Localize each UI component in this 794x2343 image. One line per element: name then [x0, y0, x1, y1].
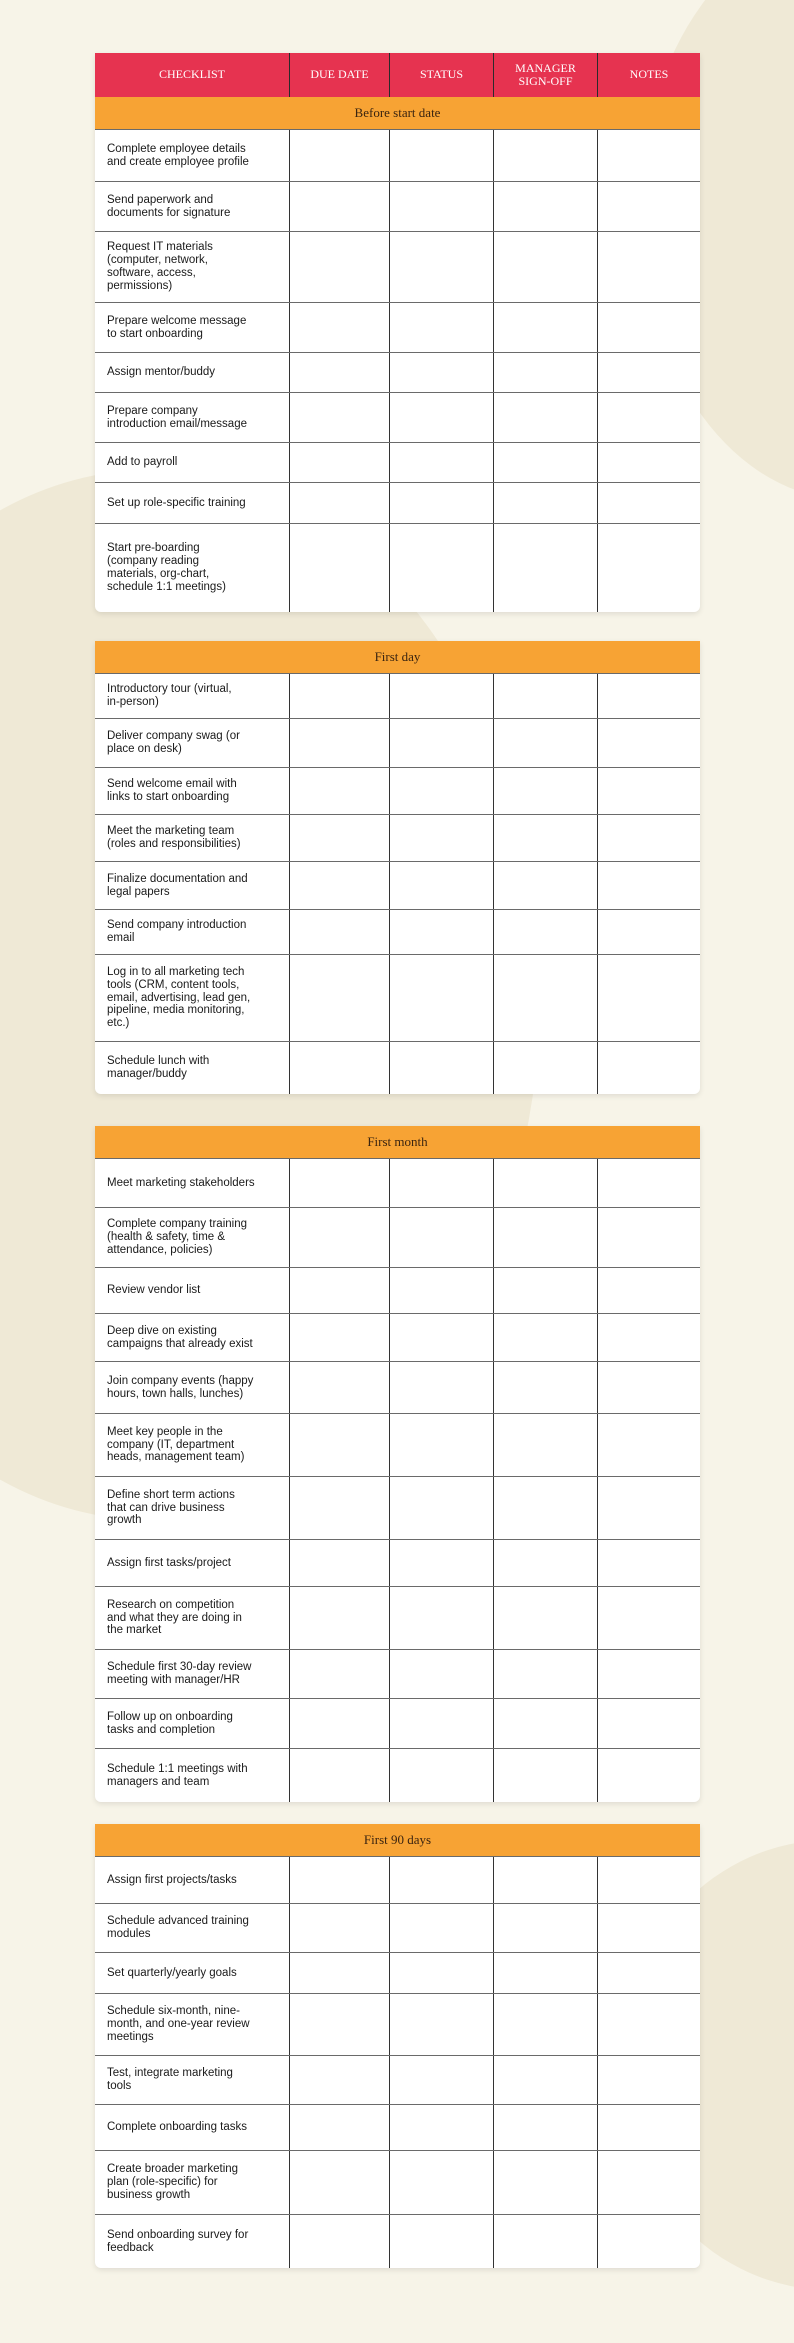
status-cell[interactable]	[389, 1699, 493, 1748]
manager-signoff-cell[interactable]	[493, 815, 597, 861]
manager-signoff-cell[interactable]	[493, 1268, 597, 1313]
notes-cell[interactable]	[597, 130, 700, 181]
manager-signoff-cell[interactable]	[493, 1699, 597, 1748]
due-date-cell[interactable]	[289, 1953, 389, 1993]
task-label: Schedule first 30-day review meeting with manager/HR	[107, 1661, 252, 1686]
table-row	[95, 1041, 700, 1094]
notes-cell[interactable]	[597, 1414, 700, 1476]
manager-signoff-cell[interactable]	[493, 483, 597, 523]
manager-signoff-cell[interactable]	[493, 955, 597, 1041]
due-date-cell[interactable]	[289, 2215, 389, 2268]
notes-cell[interactable]	[597, 1587, 700, 1649]
notes-cell[interactable]	[597, 1857, 700, 1903]
due-date-cell[interactable]	[289, 1477, 389, 1539]
due-date-cell[interactable]	[289, 674, 389, 718]
column-header: DUE DATE	[289, 53, 389, 97]
section-title: First month	[95, 1126, 700, 1158]
manager-signoff-cell[interactable]	[493, 303, 597, 352]
status-cell[interactable]	[389, 130, 493, 181]
table-row	[95, 1476, 700, 1539]
manager-signoff-cell[interactable]	[493, 862, 597, 909]
manager-signoff-cell[interactable]	[493, 2056, 597, 2104]
table-row	[95, 442, 700, 482]
status-cell[interactable]	[389, 1477, 493, 1539]
due-date-cell[interactable]	[289, 1362, 389, 1413]
due-date-cell[interactable]	[289, 1587, 389, 1649]
status-cell[interactable]	[389, 182, 493, 231]
table-row	[95, 718, 700, 767]
notes-cell[interactable]	[597, 1208, 700, 1267]
task-label: Set up role-specific training	[107, 496, 246, 509]
due-date-cell[interactable]	[289, 910, 389, 954]
task-label: Research on competition and what they are doing in the market	[107, 1598, 242, 1637]
task-label: Meet marketing stakeholders	[107, 1176, 255, 1189]
notes-cell[interactable]	[597, 719, 700, 767]
status-cell[interactable]	[389, 443, 493, 482]
due-date-cell[interactable]	[289, 955, 389, 1041]
notes-cell[interactable]	[597, 674, 700, 718]
status-cell[interactable]	[389, 1587, 493, 1649]
due-date-cell[interactable]	[289, 443, 389, 482]
manager-signoff-cell[interactable]	[493, 1208, 597, 1267]
notes-cell[interactable]	[597, 1362, 700, 1413]
task-label: Schedule lunch with manager/buddy	[107, 1055, 210, 1080]
task-label: Introductory tour (virtual, in-person)	[107, 683, 232, 708]
due-date-cell[interactable]	[289, 1540, 389, 1586]
notes-cell[interactable]	[597, 1477, 700, 1539]
status-cell[interactable]	[389, 1208, 493, 1267]
table-row	[95, 767, 700, 814]
notes-cell[interactable]	[597, 2056, 700, 2104]
due-date-cell[interactable]	[289, 1042, 389, 1094]
status-cell[interactable]	[389, 674, 493, 718]
due-date-cell[interactable]	[289, 1159, 389, 1207]
table-row	[95, 954, 700, 1041]
due-date-cell[interactable]	[289, 719, 389, 767]
table-row	[95, 2150, 700, 2214]
status-cell[interactable]	[389, 1953, 493, 1993]
status-cell[interactable]	[389, 1650, 493, 1698]
due-date-cell[interactable]	[289, 1749, 389, 1802]
due-date-cell[interactable]	[289, 815, 389, 861]
task-label: Log in to all marketing tech tools (CRM, content tools, email, advertising, lead gen, pipeline, media monitoring, etc.)	[107, 965, 251, 1030]
table-row	[95, 1748, 700, 1802]
due-date-cell[interactable]	[289, 768, 389, 814]
table-row	[95, 181, 700, 231]
manager-signoff-cell[interactable]	[493, 1414, 597, 1476]
task-label: Request IT materials (computer, network, software, access, permissions)	[107, 241, 213, 292]
due-date-cell[interactable]	[289, 1904, 389, 1952]
notes-cell[interactable]	[597, 524, 700, 612]
status-cell[interactable]	[389, 1042, 493, 1094]
table-row	[95, 1413, 700, 1476]
status-cell[interactable]	[389, 353, 493, 392]
table-row	[95, 1698, 700, 1748]
status-cell[interactable]	[389, 2056, 493, 2104]
notes-cell[interactable]	[597, 443, 700, 482]
manager-signoff-cell[interactable]	[493, 130, 597, 181]
manager-signoff-cell[interactable]	[493, 1953, 597, 1993]
manager-signoff-cell[interactable]	[493, 443, 597, 482]
due-date-cell[interactable]	[289, 862, 389, 909]
manager-signoff-cell[interactable]	[493, 1749, 597, 1802]
section-title: Before start date	[95, 97, 700, 129]
status-cell[interactable]	[389, 2151, 493, 2214]
manager-signoff-cell[interactable]	[493, 910, 597, 954]
manager-signoff-cell[interactable]	[493, 719, 597, 767]
manager-signoff-cell[interactable]	[493, 182, 597, 231]
status-cell[interactable]	[389, 483, 493, 523]
task-label: Follow up on onboarding tasks and completion	[107, 1710, 233, 1736]
notes-cell[interactable]	[597, 1042, 700, 1094]
notes-cell[interactable]	[597, 1650, 700, 1698]
status-cell[interactable]	[389, 1414, 493, 1476]
status-cell[interactable]	[389, 815, 493, 861]
task-label: Meet key people in the company (IT, department heads, management team)	[107, 1425, 245, 1464]
task-label: Start pre-boarding (company reading materials, org-chart, schedule 1:1 meetings)	[107, 542, 226, 593]
task-label: Create broader marketing plan (role-specific) for business growth	[107, 2163, 239, 2201]
column-header: CHECKLIST	[159, 67, 225, 82]
notes-cell[interactable]	[597, 910, 700, 954]
task-label: Send company introduction email	[107, 919, 247, 944]
manager-signoff-cell[interactable]	[493, 524, 597, 612]
status-cell[interactable]	[389, 1159, 493, 1207]
manager-signoff-cell[interactable]	[493, 1159, 597, 1207]
manager-signoff-cell[interactable]	[493, 1650, 597, 1698]
table-row	[95, 1361, 700, 1413]
notes-cell[interactable]	[597, 1994, 700, 2055]
due-date-cell[interactable]	[289, 303, 389, 352]
status-cell[interactable]	[389, 2215, 493, 2268]
notes-cell[interactable]	[597, 2151, 700, 2214]
manager-signoff-cell[interactable]	[493, 1042, 597, 1094]
task-label: Prepare welcome message to start onboarding	[107, 314, 247, 340]
task-label: Test, integrate marketing tools	[107, 2067, 233, 2092]
checklist-table	[95, 1824, 700, 2268]
status-cell[interactable]	[389, 1994, 493, 2055]
status-cell[interactable]	[389, 232, 493, 302]
status-cell[interactable]	[389, 719, 493, 767]
notes-cell[interactable]	[597, 182, 700, 231]
due-date-cell[interactable]	[289, 2105, 389, 2150]
section-title: First 90 days	[95, 1824, 700, 1856]
due-date-cell[interactable]	[289, 1994, 389, 2055]
status-cell[interactable]	[389, 2105, 493, 2150]
table-row	[95, 352, 700, 392]
section-title: First day	[95, 641, 700, 673]
notes-cell[interactable]	[597, 1159, 700, 1207]
task-label: Assign first tasks/project	[107, 1556, 231, 1569]
task-label: Schedule advanced training modules	[107, 1915, 249, 1940]
status-cell[interactable]	[389, 393, 493, 442]
table-row	[95, 861, 700, 909]
table-row	[95, 2214, 700, 2268]
checklist-table	[95, 1126, 700, 1802]
manager-signoff-cell[interactable]	[493, 1587, 597, 1649]
manager-signoff-cell[interactable]	[493, 1477, 597, 1539]
due-date-cell[interactable]	[289, 232, 389, 302]
notes-cell[interactable]	[597, 815, 700, 861]
notes-cell[interactable]	[597, 1314, 700, 1361]
table-row	[95, 392, 700, 442]
manager-signoff-cell[interactable]	[493, 1362, 597, 1413]
task-label: Schedule 1:1 meetings with managers and team	[107, 1762, 248, 1788]
manager-signoff-cell[interactable]	[493, 1857, 597, 1903]
due-date-cell[interactable]	[289, 524, 389, 612]
notes-cell[interactable]	[597, 768, 700, 814]
manager-signoff-cell[interactable]	[493, 393, 597, 442]
status-cell[interactable]	[389, 768, 493, 814]
due-date-cell[interactable]	[289, 1208, 389, 1267]
status-cell[interactable]	[389, 955, 493, 1041]
status-cell[interactable]	[389, 1362, 493, 1413]
manager-signoff-cell[interactable]	[493, 2215, 597, 2268]
due-date-cell[interactable]	[289, 130, 389, 181]
task-label: Assign first projects/tasks	[107, 1873, 237, 1886]
due-date-cell[interactable]	[289, 1857, 389, 1903]
due-date-cell[interactable]	[289, 1699, 389, 1748]
task-label: Schedule six-month, nine- month, and one-year review meetings	[107, 2005, 250, 2043]
task-label: Complete company training (health & safety, time & attendance, policies)	[107, 1218, 247, 1256]
task-label: Define short term actions that can drive business growth	[107, 1488, 235, 1527]
task-label: Prepare company introduction email/message	[107, 404, 247, 430]
status-cell[interactable]	[389, 862, 493, 909]
checklist-table	[95, 53, 700, 612]
status-cell[interactable]	[389, 1857, 493, 1903]
notes-cell[interactable]	[597, 1540, 700, 1586]
due-date-cell[interactable]	[289, 182, 389, 231]
column-header: MANAGER SIGN-OFF	[493, 53, 597, 97]
table-row	[95, 231, 700, 302]
task-label: Assign mentor/buddy	[107, 366, 216, 379]
table-row	[95, 814, 700, 861]
table-row	[95, 1267, 700, 1313]
table-row	[95, 1158, 700, 1207]
table-header	[95, 53, 700, 97]
table-row	[95, 1313, 700, 1361]
notes-cell[interactable]	[597, 1268, 700, 1313]
notes-cell[interactable]	[597, 353, 700, 392]
manager-signoff-cell[interactable]	[493, 674, 597, 718]
task-label: Send welcome email with links to start onboarding	[107, 778, 237, 803]
task-label: Join company events (happy hours, town halls, lunches)	[107, 1374, 254, 1400]
manager-signoff-cell[interactable]	[493, 768, 597, 814]
notes-cell[interactable]	[597, 2215, 700, 2268]
manager-signoff-cell[interactable]	[493, 232, 597, 302]
status-cell[interactable]	[389, 1540, 493, 1586]
status-cell[interactable]	[389, 1749, 493, 1802]
task-label: Set quarterly/yearly goals	[107, 1966, 237, 1979]
table-row	[95, 1539, 700, 1586]
column-header: STATUS	[389, 53, 493, 97]
task-label: Complete employee details and create employee profile	[107, 142, 249, 168]
table-row	[95, 673, 700, 718]
notes-cell[interactable]	[597, 483, 700, 523]
notes-cell[interactable]	[597, 1904, 700, 1952]
status-cell[interactable]	[389, 303, 493, 352]
manager-signoff-cell[interactable]	[493, 2105, 597, 2150]
task-label: Send onboarding survey for feedback	[107, 2228, 249, 2254]
table-row	[95, 1207, 700, 1267]
manager-signoff-cell[interactable]	[493, 1540, 597, 1586]
status-cell[interactable]	[389, 1904, 493, 1952]
task-label: Deep dive on existing campaigns that already exist	[107, 1324, 253, 1350]
manager-signoff-cell[interactable]	[493, 1904, 597, 1952]
due-date-cell[interactable]	[289, 393, 389, 442]
table-row	[95, 2104, 700, 2150]
notes-cell[interactable]	[597, 862, 700, 909]
task-label: Review vendor list	[107, 1284, 201, 1297]
table-row	[95, 1856, 700, 1903]
notes-cell[interactable]	[597, 1953, 700, 1993]
table-row	[95, 909, 700, 954]
task-label: Meet the marketing team (roles and responsibilities)	[107, 825, 241, 850]
due-date-cell[interactable]	[289, 1414, 389, 1476]
manager-signoff-cell[interactable]	[493, 353, 597, 392]
table-row	[95, 523, 700, 612]
table-row	[95, 482, 700, 523]
notes-cell[interactable]	[597, 303, 700, 352]
table-row	[95, 1649, 700, 1698]
notes-cell[interactable]	[597, 955, 700, 1041]
notes-cell[interactable]	[597, 232, 700, 302]
manager-signoff-cell[interactable]	[493, 1314, 597, 1361]
due-date-cell[interactable]	[289, 2151, 389, 2214]
notes-cell[interactable]	[597, 2105, 700, 2150]
table-row	[95, 1903, 700, 1952]
table-row	[95, 1586, 700, 1649]
due-date-cell[interactable]	[289, 483, 389, 523]
task-label: Complete onboarding tasks	[107, 2121, 247, 2134]
task-label: Deliver company swag (or place on desk)	[107, 730, 240, 755]
notes-cell[interactable]	[597, 1699, 700, 1748]
due-date-cell[interactable]	[289, 1268, 389, 1313]
task-label: Finalize documentation and legal papers	[107, 872, 248, 898]
manager-signoff-cell[interactable]	[493, 2151, 597, 2214]
task-label: Send paperwork and documents for signature	[107, 193, 231, 219]
due-date-cell[interactable]	[289, 1650, 389, 1698]
status-cell[interactable]	[389, 910, 493, 954]
notes-cell[interactable]	[597, 1749, 700, 1802]
notes-cell[interactable]	[597, 393, 700, 442]
status-cell[interactable]	[389, 1314, 493, 1361]
table-row	[95, 129, 700, 181]
table-row	[95, 302, 700, 352]
due-date-cell[interactable]	[289, 353, 389, 392]
table-row	[95, 1952, 700, 1993]
task-label: Add to payroll	[107, 456, 178, 469]
checklist-table	[95, 641, 700, 1094]
status-cell[interactable]	[389, 1268, 493, 1313]
due-date-cell[interactable]	[289, 2056, 389, 2104]
table-row	[95, 1993, 700, 2055]
manager-signoff-cell[interactable]	[493, 1994, 597, 2055]
status-cell[interactable]	[389, 524, 493, 612]
table-row	[95, 2055, 700, 2104]
due-date-cell[interactable]	[289, 1314, 389, 1361]
column-header: NOTES	[597, 53, 700, 97]
